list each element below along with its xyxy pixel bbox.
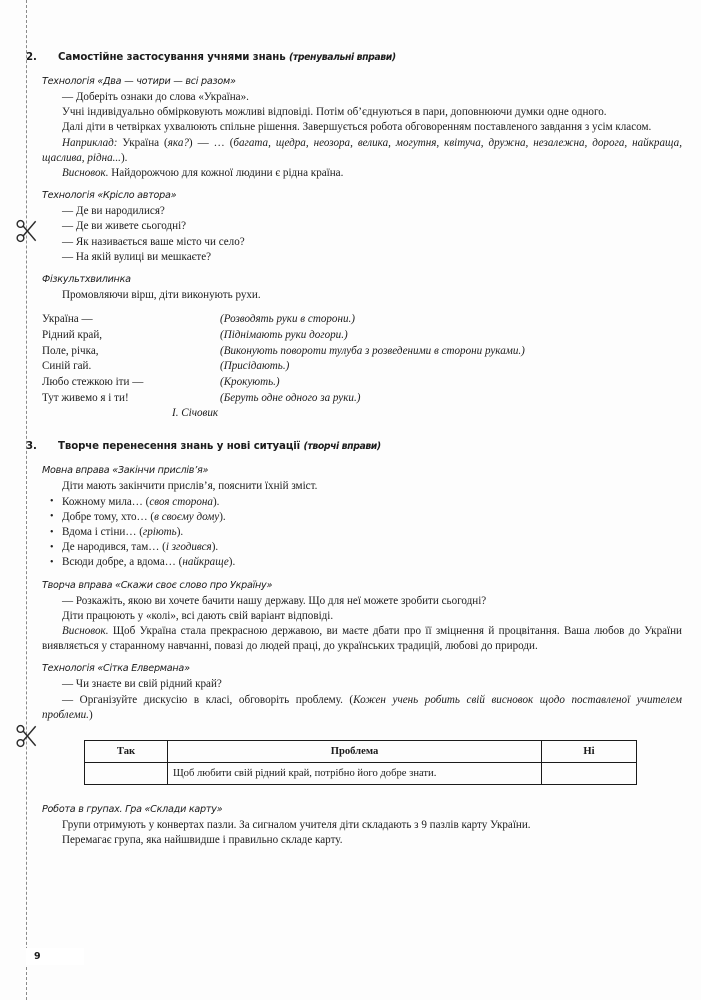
example-text-b: ) — … (	[188, 136, 234, 149]
proverb-answer: в своєму дому	[154, 510, 220, 523]
verse-line: Любо стежкою іти —	[42, 376, 144, 389]
table-row	[42, 375, 682, 391]
proverb-text: Всюди добре, а вдома… (	[62, 556, 183, 569]
verse-line: Синій гай.	[42, 360, 92, 373]
verse-action: (Крокують.)	[220, 376, 280, 389]
cell-yes[interactable]	[85, 763, 168, 785]
verse-attribution: І. Січовик	[172, 407, 219, 420]
proverb-text: Вдома і стіни… (	[62, 526, 143, 539]
section-2-heading	[26, 52, 682, 63]
section-2-title: Самостійне застосування учнями знань	[58, 52, 286, 63]
section-2-paren: (тренувальні вправи)	[289, 52, 396, 63]
author-chair-question-list	[42, 204, 682, 265]
verse-action: (Виконують повороти тулуба з розведеними в сторони руками.)	[220, 344, 525, 357]
conclusion-label: Висновок.	[62, 625, 109, 638]
conclusion-label: Висновок.	[62, 167, 109, 180]
conclusion-text: Найдорожчою для кожної людини є рідна країна.	[108, 167, 344, 180]
proverb-tail: ).	[212, 495, 220, 508]
sitka-elvermana-question: — Чи знаєте ви свій рідний край?	[62, 678, 222, 691]
section-3-heading	[26, 441, 682, 453]
dashed-cut-line	[26, 0, 27, 1000]
section-3-number: 3.	[26, 441, 37, 453]
fizkultkhvylynka-heading: Фізкультхвилинка	[42, 274, 131, 286]
example-text-a: Україна (	[117, 136, 168, 149]
list-item	[42, 510, 682, 525]
list-item	[42, 495, 682, 510]
list-item: — Як називається ваше місто чи село?	[62, 235, 245, 248]
tech-two-four-para-1: Учні індивідуально обмірковують можливі відповіді. Потім об’єднуються в пари, доповнюючи думки одне одного.	[62, 106, 607, 119]
tech-two-four-heading: Технологія «Два — чотири — всі разом»	[42, 76, 236, 87]
table-row	[42, 328, 682, 344]
column-header-yes: Так	[85, 741, 168, 763]
tech-two-four-example	[42, 136, 682, 166]
table-row	[42, 359, 682, 375]
proverb-list	[42, 495, 682, 571]
section-2-number: 2.	[26, 52, 37, 63]
column-header-no: Ні	[542, 741, 637, 763]
cell-no[interactable]	[542, 763, 637, 785]
page-number-value: 9	[34, 951, 41, 962]
movna-vprava-heading: Мовна вправа «Закінчи прислів’я»	[42, 465, 209, 477]
section-3-title: Творче перенесення знань у нові ситуації	[58, 441, 301, 453]
instruction-text-b: )	[88, 708, 93, 721]
list-item	[42, 525, 682, 540]
verse-line: Тут живемо я і ти!	[42, 391, 129, 404]
verse-action: (Піднімають руки догори.)	[220, 328, 348, 341]
instruction-text-a: — Організуйте дискусію в класі, обговоріть проблему. (	[62, 693, 354, 706]
proverb-answer: найкраще	[182, 556, 229, 569]
tech-two-four-conclusion	[42, 166, 682, 181]
table-row	[42, 344, 682, 360]
tech-two-four-dash-line: — Доберіть ознаки до слова «Україна».	[62, 91, 249, 103]
page-content	[26, 52, 682, 849]
list-item: — Де ви народилися?	[62, 205, 165, 218]
verse-action: (Розводять руки в сторони.)	[220, 313, 355, 326]
verse-line: Україна —	[42, 313, 93, 326]
proverb-answer: гріють	[142, 526, 177, 539]
verse-line: Поле, річка,	[42, 344, 99, 357]
example-question-word: яка?	[167, 136, 189, 149]
fizkultkhvylynka-intro: Промовляючи вірш, діти виконують рухи.	[62, 289, 261, 302]
proverb-tail: ).	[219, 510, 226, 523]
example-label: Наприклад:	[62, 136, 118, 149]
verse-action: (Беруть одне одного за руки.)	[220, 391, 361, 404]
scissors-icon	[14, 723, 40, 749]
cell-problem: Щоб любити свій рідний край, потрібно його добре знати.	[168, 763, 542, 785]
list-item	[42, 540, 682, 555]
proverb-text: Де народився, там… (	[62, 541, 166, 554]
verse-line: Рідний край,	[42, 328, 103, 341]
movna-vprava-intro: Діти мають закінчити прислів’я, пояснити їхній зміст.	[62, 480, 318, 493]
proverb-text: Кожному мила… (	[62, 495, 150, 508]
list-item	[42, 555, 682, 570]
tvorcha-vprava-conclusion	[42, 624, 682, 654]
fizkultkhvylynka-verse-table	[42, 312, 682, 406]
table-row	[85, 763, 637, 785]
verse-action: (Присідають.)	[220, 360, 290, 373]
list-item: — Де ви живете сьогодні?	[62, 220, 187, 233]
elverman-grid-table	[84, 740, 637, 785]
table-row	[42, 312, 682, 328]
proverb-tail: ).	[228, 556, 236, 569]
page-number	[26, 948, 84, 965]
example-adjective-list: багата, щедра, неозора, велика, могутня, квітуча, дружна, незалежна, дорога, найкраща, щаслива, рідна...	[42, 136, 682, 164]
tech-two-four-para-2: Далі діти в четвірках ухвалюють спільне рішення. Завершується робота обговоренням поставленого завдання з усім класом.	[62, 121, 652, 134]
proverb-tail: ).	[176, 526, 184, 539]
table-row	[42, 391, 682, 407]
robota-v-grupah-heading: Робота в групах. Гра «Склади карту»	[42, 804, 223, 816]
conclusion-text: Щоб Україна стала прекрасною державою, ви маєте дбати про її зміцнення й процвітання. Ваша любов до України виявляється у старанному навчанні, повазі до людей праці, до українських традицій, любові до природи.	[42, 625, 682, 653]
tvorcha-vprava-heading: Творча вправа «Скажи своє слово про Україну»	[42, 579, 273, 591]
proverb-text: Добре тому, хто… (	[62, 510, 155, 523]
sitka-elvermana-heading: Технологія «Сітка Елвермана»	[42, 663, 190, 675]
table-header-row	[85, 741, 637, 763]
tvorcha-vprava-dash-line: — Розкажіть, якою ви хочете бачити нашу державу. Що для неї можете зробити сьогодні?	[62, 594, 487, 607]
proverb-answer: і згодився	[165, 541, 212, 554]
robota-v-grupah-para-1: Групи отримують у конвертах пазли. За сигналом учителя діти складають з 9 пазлів карту України.	[62, 819, 531, 832]
instruction-italic-note: Кожен учень робить свій висновок щодо поставленої учителем проблеми.	[42, 693, 682, 721]
section-3-paren: (творчі вправи)	[303, 441, 381, 453]
sitka-elvermana-instruction	[42, 693, 682, 723]
robota-v-grupah-para-2: Перемагає група, яка найшвидше і правильно складе карту.	[62, 834, 343, 847]
scissors-icon	[14, 218, 40, 244]
list-item: — На якій вулиці ви мешкаєте?	[62, 250, 212, 263]
column-header-problem: Проблема	[168, 741, 542, 763]
tech-author-chair-heading: Технологія «Крісло автора»	[42, 190, 177, 202]
example-text-c: ).	[120, 151, 128, 164]
proverb-answer: своя сторона	[149, 495, 213, 508]
tvorcha-vprava-para-1: Діти працюють у «колі», всі дають свій варіант відповіді.	[62, 609, 334, 622]
proverb-tail: ).	[211, 541, 219, 554]
